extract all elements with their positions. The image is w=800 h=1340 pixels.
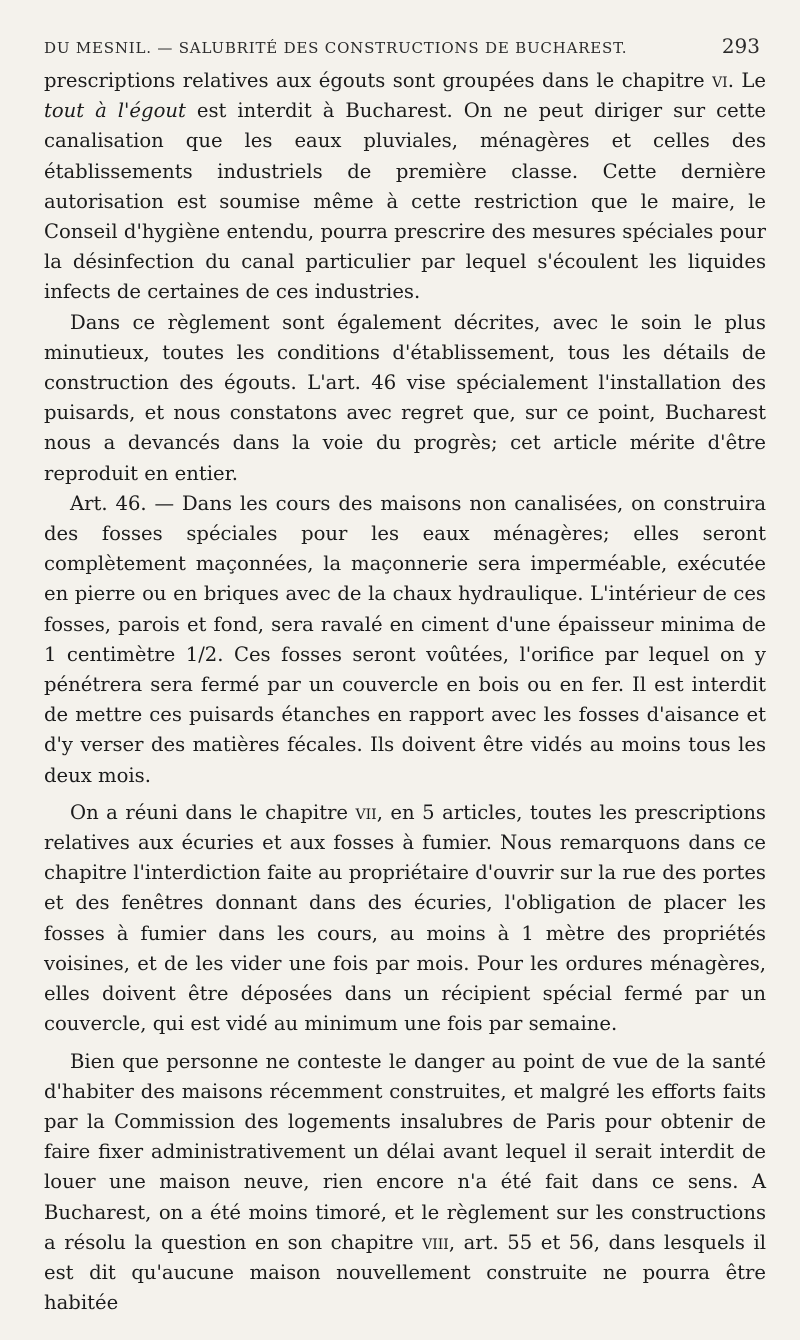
chapter-numeral: viii	[422, 1230, 449, 1254]
running-head-title: DU MESNIL. — SALUBRITÉ DES CONSTRUCTIONS DE BUCHAREST.	[44, 39, 628, 57]
paragraph-2: Dans ce règlement sont également décrites, avec le soin le plus minutieux, toutes les conditions d'établissement, tous les détails de construction des égouts. L'art. 46 vise spécialement l'installation des puisards, et nous constatons avec regret que, sur ce point, Bucharest nous a devancés dans la voie du progrès; cet article mérite d'être reproduit en entier.	[44, 310, 766, 485]
paragraph-1: prescriptions relatives aux égouts sont groupées dans le chapitre vi. Le tout à l'égout est interdit à Bucharest. On ne peut diriger sur cette canalisation que les eaux pluviales, ménagères et celles des établissements industriels de première classe. Cette dernière autorisation est soumise même à cette restriction que le maire, le Conseil d'hygiène entendu, pourra prescrire des mesures spéciales pour la désinfection du canal particulier par lequel s'écoulent les liquides infects de certaines de ces industries.	[44, 69, 767, 304]
italic-term: tout à l'égout	[44, 99, 186, 123]
body-text	[44, 66, 766, 1318]
chapter-numeral: vii	[355, 800, 377, 824]
running-head	[44, 34, 760, 62]
page-number: 293	[721, 34, 760, 58]
paragraph-5: Bien que personne ne conteste le danger au point de vue de la santé d'habiter des maisons récemment construites, et malgré les efforts faits par la Commission des logements insalubres de Paris pour obtenir de faire fixer administrativement un délai avant lequel il serait interdit de louer une maison neuve, rien encore n'a été fait dans ce sens. A Bucharest, on a été moins timoré, et le règlement sur les constructions a résolu la question en son chapitre viii, art. 55 et 56, dans lesquels il est dit qu'aucune maison nouvellement construite ne pourra être habitée	[44, 1049, 767, 1315]
paragraph-4: On a réuni dans le chapitre vii, en 5 articles, toutes les prescriptions relatives aux écuries et aux fosses à fumier. Nous remarquons dans ce chapitre l'interdiction faite au propriétaire d'ouvrir sur la rue des portes et des fenêtres donnant dans des écuries, l'obligation de placer les fosses à fumier dans les cours, au moins à 1 mètre des propriétés voisines, et de les vider une fois par mois. Pour les ordures ménagères, elles doivent être déposées dans un récipient spécial fermé par un couvercle, qui est vidé au minimum une fois par semaine.	[44, 800, 766, 1036]
paragraph-3-article-46: Art. 46. — Dans les cours des maisons non canalisées, on construira des fosses spéciales pour les eaux ménagères; elles seront complètement maçonnées, la maçonnerie sera imperméable, exécutée en pierre ou en briques avec de la chaux hydraulique. L'intérieur de ces fosses, parois et fond, sera ravalé en ciment d'une épaisseur minima de 1 centimètre 1/2. Ces fosses seront voûtées, l'orifice par lequel on y pénétrera sera fermé par un couvercle en bois ou en fer. Il est interdit de mettre ces puisards étanches en rapport avec les fosses d'aisance et d'y verser des matières fécales. Ils doivent être vidés au moins tous les deux mois.	[44, 491, 766, 787]
chapter-numeral: vi	[712, 69, 728, 92]
